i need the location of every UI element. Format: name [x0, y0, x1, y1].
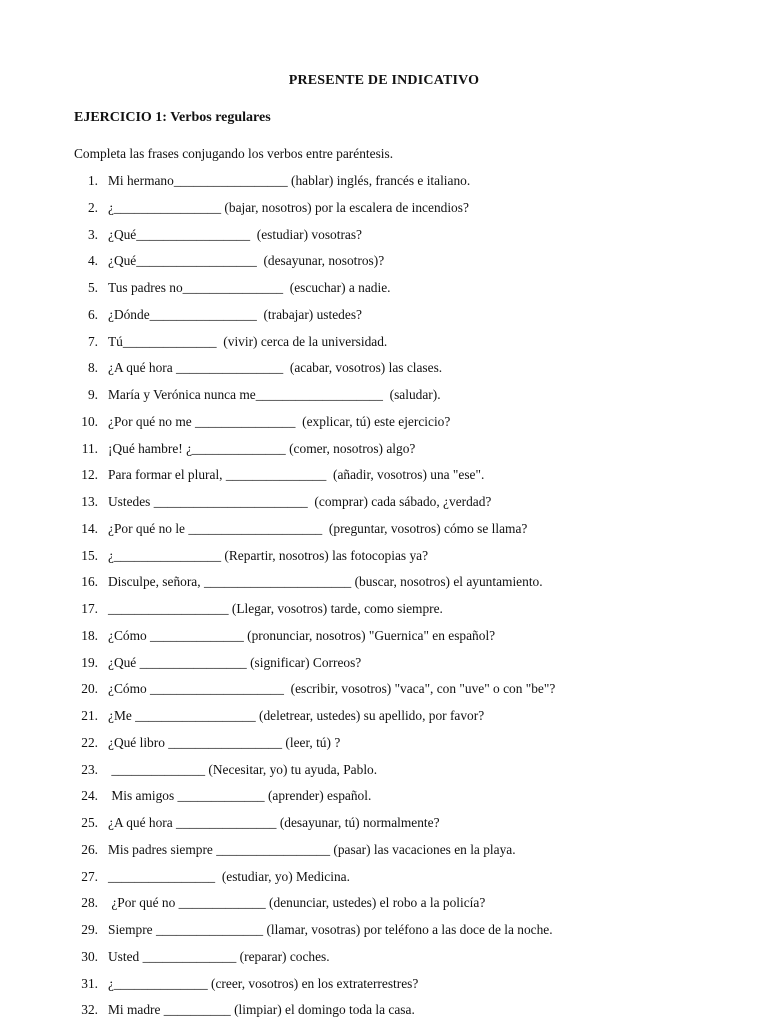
item-sentence: Mis amigos _____________ (aprender) español. [108, 788, 372, 804]
item-number: 7. [87, 333, 98, 349]
item-number: 3. [87, 226, 98, 242]
item-number: 16. [81, 574, 98, 590]
item-sentence: ¿Qué_________________ (estudiar) vosotras? [108, 226, 362, 242]
instructions: Completa las frases conjugando los verbos entre paréntesis. [74, 146, 394, 161]
item-number: 30. [81, 948, 98, 964]
item-sentence: ¿A qué hora ________________ (acabar, vosotros) las clases. [108, 360, 443, 376]
item-number: 26. [81, 841, 98, 857]
item-number: 15. [81, 547, 98, 563]
item-number: 19. [81, 654, 98, 670]
item-sentence: Mis padres siempre _________________ (pasar) las vacaciones en la playa. [108, 841, 516, 857]
item-number: 4. [87, 253, 98, 269]
item-sentence: Para formar el plural, _______________ (añadir, vosotros) una "ese". [108, 467, 485, 483]
item-number: 32. [81, 1002, 98, 1018]
item-sentence: ¿Cómo ____________________ (escribir, vosotros) "vaca", con "uve" o con "be"? [108, 681, 556, 697]
item-sentence: ________________ (estudiar, yo) Medicina. [108, 868, 350, 884]
item-number: 12. [81, 467, 98, 483]
item-sentence: ______________ (Necesitar, yo) tu ayuda, Pablo. [108, 761, 378, 777]
item-number: 17. [81, 601, 98, 616]
item-sentence: ¿Por qué no le ____________________ (preguntar, vosotros) cómo se llama? [108, 520, 528, 536]
item-number: 18. [81, 627, 98, 643]
item-number: 13. [81, 494, 98, 509]
item-sentence: Mi hermano_________________ (hablar) inglés, francés e italiano. [108, 173, 471, 188]
item-number: 27. [81, 868, 98, 884]
item-sentence: ¿______________ (creer, vosotros) en los extraterrestres? [108, 975, 419, 991]
item-sentence: ¿A qué hora _______________ (desayunar, tú) normalmente? [108, 815, 440, 830]
item-number: 31. [81, 975, 98, 991]
item-number: 1. [87, 173, 98, 188]
item-sentence: Disculpe, señora, ______________________ (buscar, nosotros) el ayuntamiento. [108, 574, 543, 590]
item-number: 21. [81, 708, 98, 723]
item-sentence: Ustedes _______________________ (comprar) cada sábado, ¿verdad? [108, 494, 492, 509]
item-sentence: ¿Dónde________________ (trabajar) ustedes? [108, 306, 362, 322]
item-number: 20. [81, 681, 98, 697]
item-number: 10. [81, 413, 98, 429]
item-number: 11. [81, 440, 98, 456]
item-sentence: Mi madre __________ (limpiar) el domingo toda la casa. [108, 1002, 415, 1018]
item-sentence: ¿________________ (bajar, nosotros) por la escalera de incendios? [108, 199, 469, 215]
item-number: 9. [87, 387, 98, 402]
item-number: 28. [81, 895, 98, 911]
item-sentence: ¿Qué libro _________________ (leer, tú) ? [108, 734, 341, 750]
item-number: 14. [81, 520, 98, 536]
item-number: 24. [81, 788, 98, 804]
exercise-heading: EJERCICIO 1: Verbos regulares [74, 110, 271, 125]
item-sentence: ¿________________ (Repartir, nosotros) las fotocopias ya? [108, 547, 429, 563]
item-number: 23. [81, 761, 98, 777]
item-sentence: Tú______________ (vivir) cerca de la universidad. [108, 333, 388, 349]
item-number: 29. [81, 922, 98, 937]
item-sentence: __________________ (Llegar, vosotros) tarde, como siempre. [108, 601, 443, 616]
item-sentence: ¿Cómo ______________ (pronunciar, nosotros) "Guernica" en español? [108, 627, 496, 643]
item-number: 25. [81, 815, 98, 830]
item-sentence: Siempre ________________ (llamar, vosotras) por teléfono a las doce de la noche. [108, 922, 553, 937]
item-sentence: Usted ______________ (reparar) coches. [108, 948, 330, 964]
page-title: PRESENTE DE INDICATIVO [288, 73, 480, 88]
item-sentence: ¿Por qué no _____________ (denunciar, ustedes) el robo a la policía? [108, 895, 486, 911]
item-sentence: María y Verónica nunca me___________________ (saludar). [108, 387, 441, 402]
item-sentence: ¿Por qué no me _______________ (explicar, tú) este ejercicio? [108, 413, 451, 429]
item-sentence: ¿Me __________________ (deletrear, ustedes) su apellido, por favor? [108, 708, 485, 723]
item-sentence: ¡Qué hambre! ¿______________ (comer, nosotros) algo? [108, 440, 416, 456]
item-sentence: Tus padres no_______________ (escuchar) a nadie. [108, 280, 391, 295]
item-number: 8. [87, 360, 98, 376]
item-number: 5. [87, 280, 98, 295]
item-number: 6. [87, 306, 98, 322]
item-number: 2. [87, 199, 98, 215]
item-number: 22. [81, 734, 98, 750]
item-sentence: ¿Qué ________________ (significar) Correos? [108, 654, 362, 670]
item-sentence: ¿Qué__________________ (desayunar, nosotros)? [108, 253, 385, 269]
